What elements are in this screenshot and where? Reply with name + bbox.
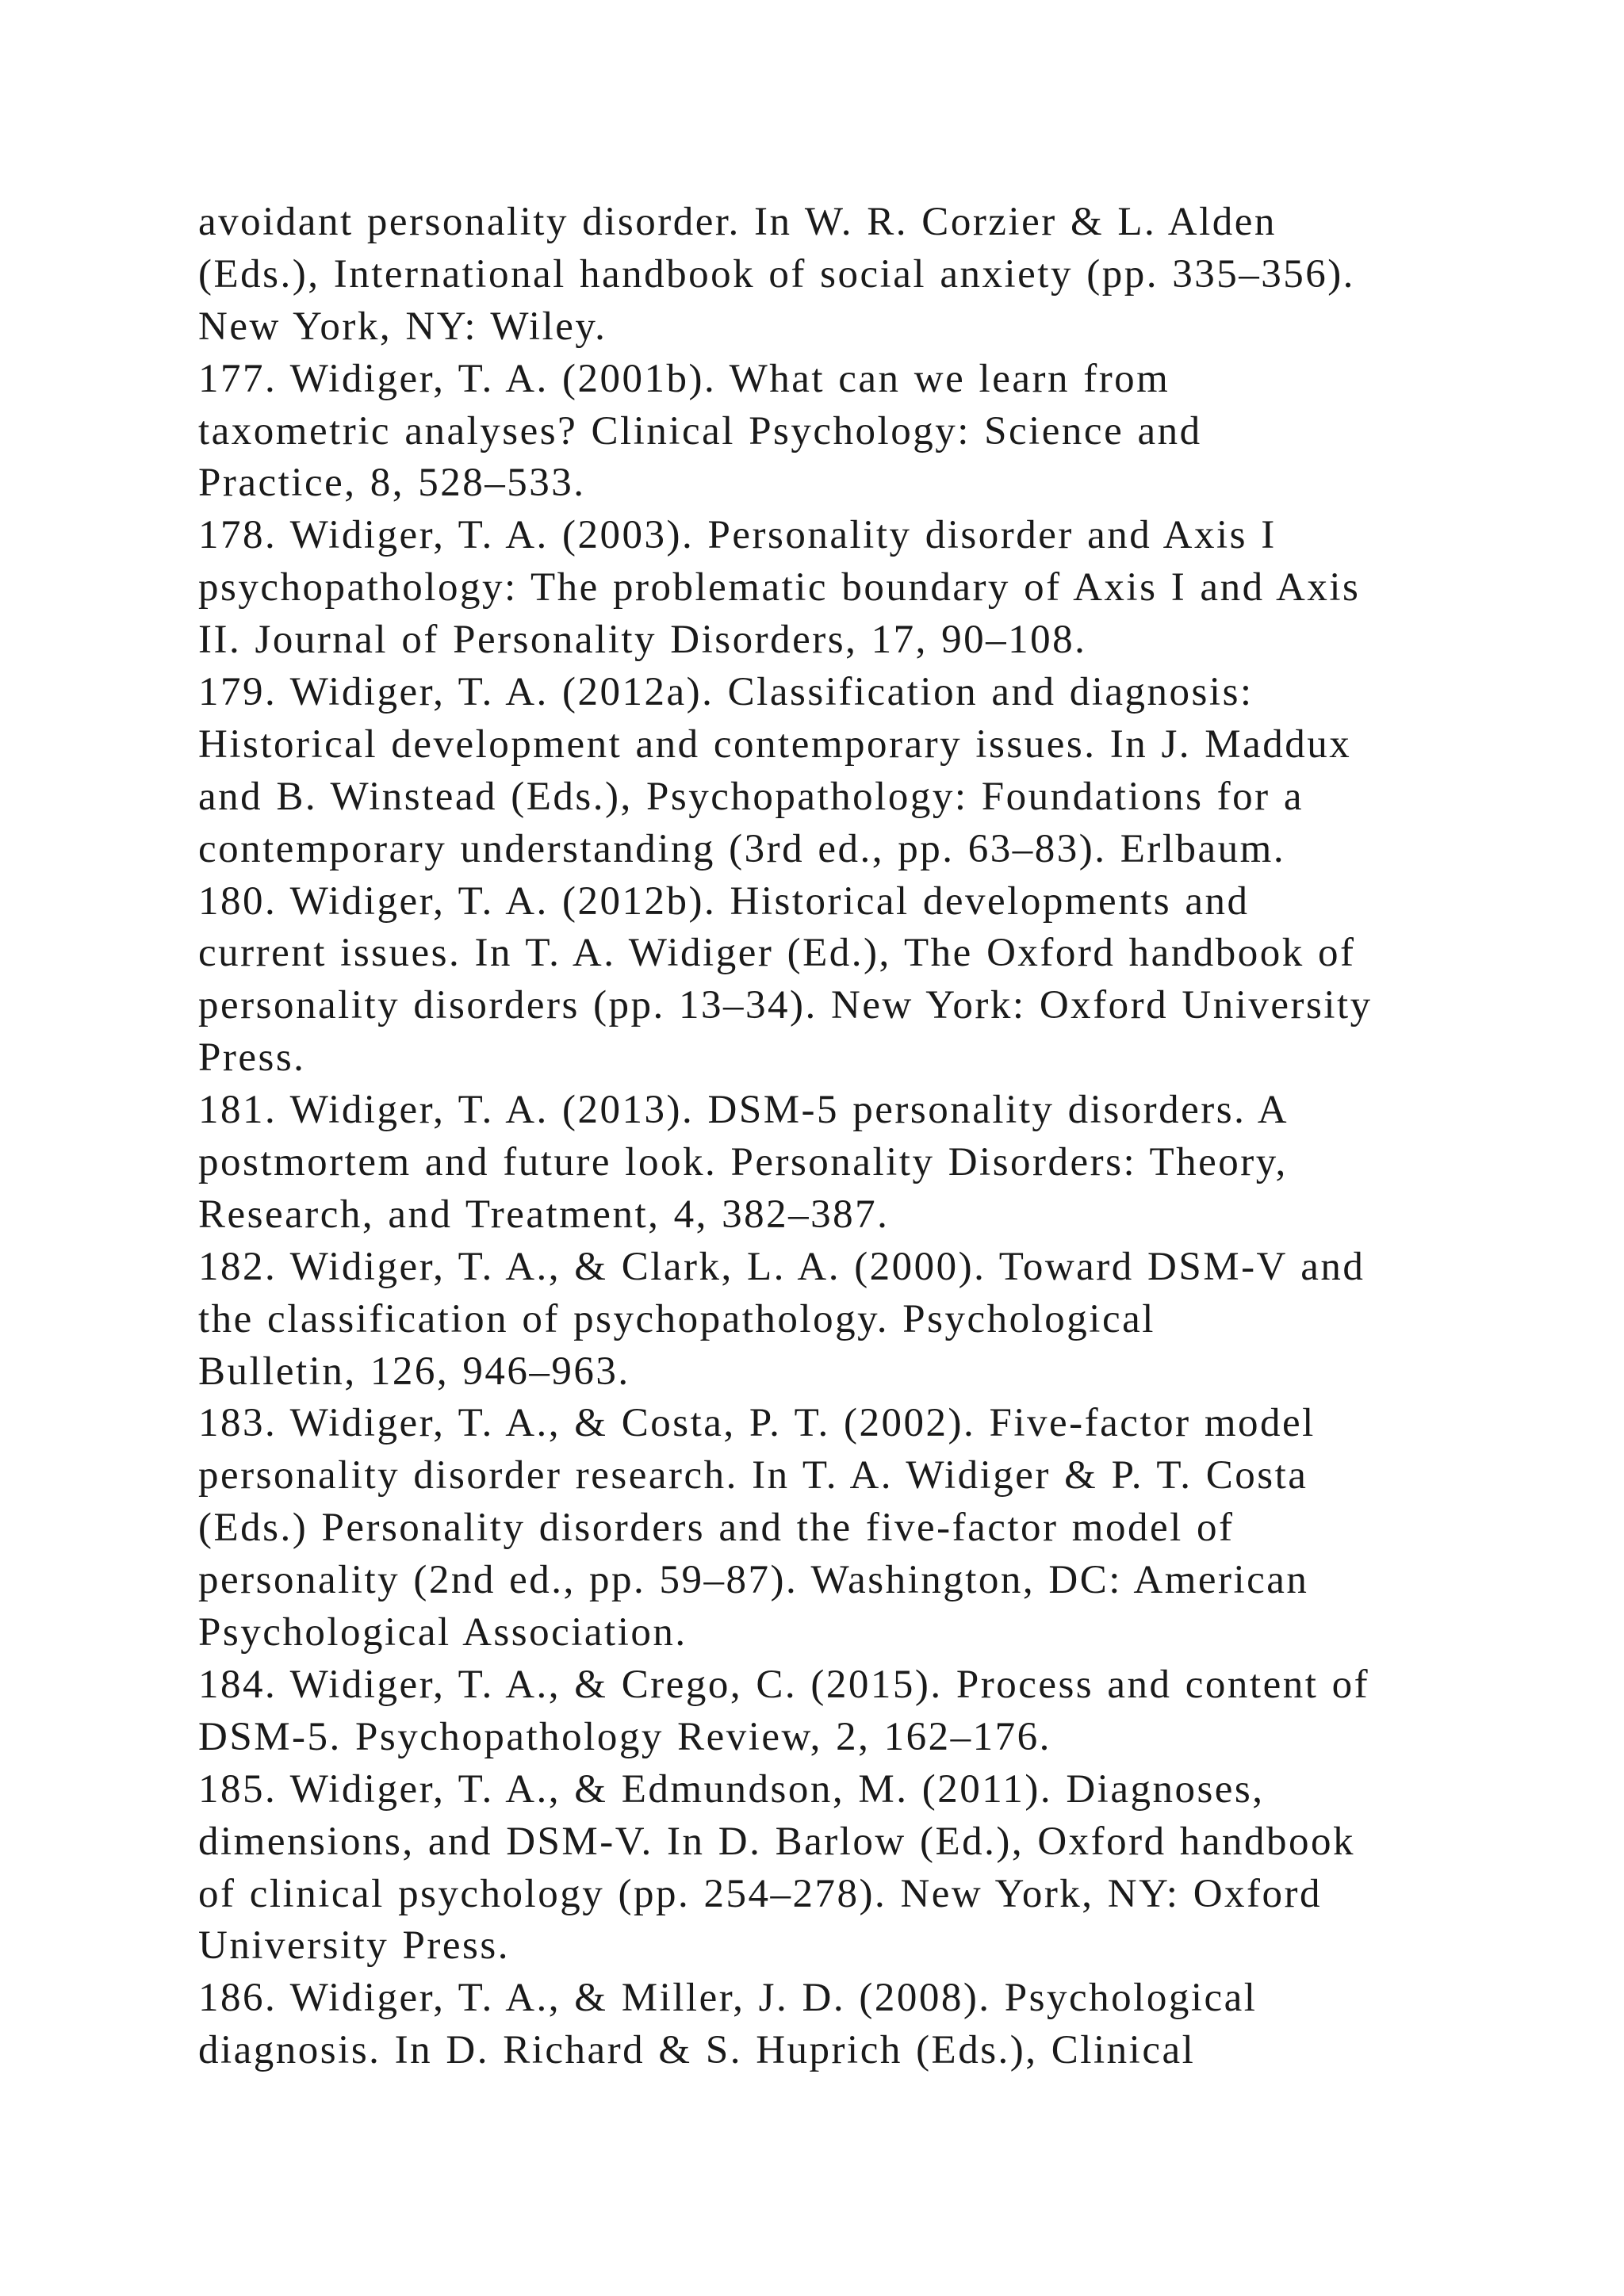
text-line: contemporary understanding (3rd ed., pp. 63–83). Erlbaum. xyxy=(198,826,1286,871)
text-line: 178. Widiger, T. A. (2003). Personality disorder and Axis I xyxy=(198,513,1277,558)
text-line: University Press. xyxy=(198,1923,510,1969)
text-line: diagnosis. In D. Richard & S. Huprich (Eds.), Clinical xyxy=(198,2028,1196,2073)
text-line: Practice, 8, 528–533. xyxy=(198,461,586,506)
text-line: II. Journal of Personality Disorders, 17, 90–108. xyxy=(198,618,1087,663)
text-line: 181. Widiger, T. A. (2013). DSM-5 personality disorders. A xyxy=(198,1088,1289,1133)
text-line: 186. Widiger, T. A., & Miller, J. D. (2008). Psychological xyxy=(198,1976,1258,2021)
text-line: Psychological Association. xyxy=(198,1610,688,1655)
text-line: DSM-5. Psychopathology Review, 2, 162–176. xyxy=(198,1714,1051,1759)
reference-list xyxy=(198,197,1499,2077)
text-line: 177. Widiger, T. A. (2001b). What can we learn from xyxy=(198,356,1170,401)
text-line: current issues. In T. A. Widiger (Ed.), The Oxford handbook of xyxy=(198,931,1356,976)
text-line: postmortem and future look. Personality Disorders: Theory, xyxy=(198,1140,1288,1185)
text-line: New York, NY: Wiley. xyxy=(198,304,607,349)
text-line: taxometric analyses? Clinical Psychology: Science and xyxy=(198,408,1202,453)
text-line: Bulletin, 126, 946–963. xyxy=(198,1349,630,1394)
text-line: dimensions, and DSM-V. In D. Barlow (Ed.), Oxford handbook xyxy=(198,1819,1356,1864)
text-line: psychopathology: The problematic boundary of Axis I and Axis xyxy=(198,565,1361,610)
text-line: 184. Widiger, T. A., & Crego, C. (2015). Process and content of xyxy=(198,1662,1370,1707)
text-line: 179. Widiger, T. A. (2012a). Classification and diagnosis: xyxy=(198,670,1254,715)
text-line: of clinical psychology (pp. 254–278). New York, NY: Oxford xyxy=(198,1871,1322,1916)
text-line: personality disorder research. In T. A. Widiger & P. T. Costa xyxy=(198,1453,1308,1498)
text-line: 182. Widiger, T. A., & Clark, L. A. (2000). Toward DSM-V and xyxy=(198,1244,1365,1289)
text-line: the classification of psychopathology. Psychological xyxy=(198,1296,1155,1341)
text-line: 180. Widiger, T. A. (2012b). Historical developments and xyxy=(198,878,1250,924)
text-line: Research, and Treatment, 4, 382–387. xyxy=(198,1192,890,1237)
text-line: 183. Widiger, T. A., & Costa, P. T. (2002). Five-factor model xyxy=(198,1401,1316,1446)
text-line: 185. Widiger, T. A., & Edmundson, M. (2011). Diagnoses, xyxy=(198,1766,1265,1812)
text-line: Historical development and contemporary issues. In J. Maddux xyxy=(198,721,1352,767)
text-line: avoidant personality disorder. In W. R. Corzier & L. Alden xyxy=(198,200,1277,244)
text-line: (Eds.) Personality disorders and the five-factor model of xyxy=(198,1506,1235,1551)
text-line: personality disorders (pp. 13–34). New York: Oxford University xyxy=(198,983,1373,1028)
text-line: personality (2nd ed., pp. 59–87). Washington, DC: American xyxy=(198,1558,1309,1603)
text-line: and B. Winstead (Eds.), Psychopathology: Foundations for a xyxy=(198,774,1304,819)
text-line: (Eds.), International handbook of social anxiety (pp. 335–356). xyxy=(198,251,1355,297)
text-line: Press. xyxy=(198,1035,306,1081)
